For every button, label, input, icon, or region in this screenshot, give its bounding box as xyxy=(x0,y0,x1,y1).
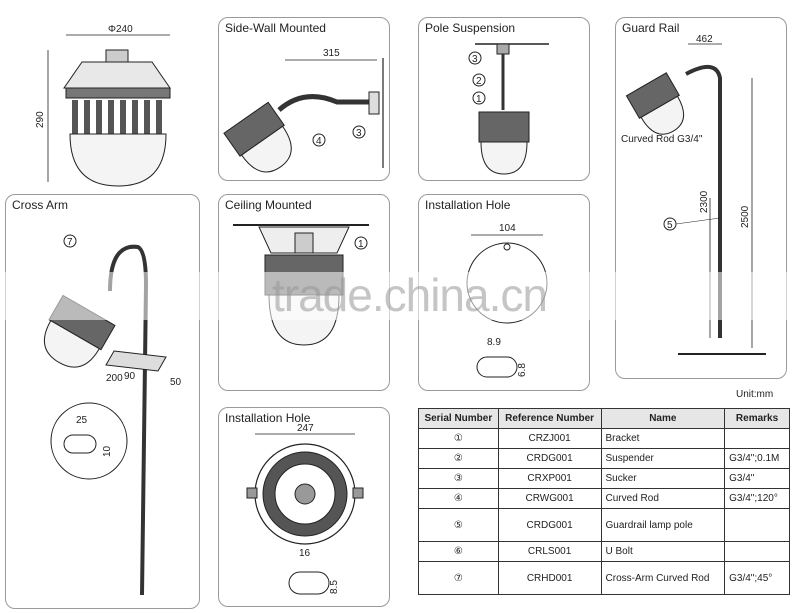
guard-h1-dim: 2300 xyxy=(699,190,710,213)
main-width-dim: Φ240 xyxy=(108,24,133,35)
col-ref-header: Reference Number xyxy=(498,409,601,429)
serial-cell: ⑦ xyxy=(419,562,499,595)
serial-cell: ① xyxy=(419,429,499,449)
guard-rail-drawing xyxy=(616,18,786,378)
name-cell: Sucker xyxy=(601,469,725,489)
side-wall-title: Side-Wall Mounted xyxy=(225,21,326,35)
side-len-dim: 315 xyxy=(323,48,340,59)
svg-text:3: 3 xyxy=(472,54,478,65)
col-name-header: Name xyxy=(601,409,725,429)
watermark-text: trade.china.cn xyxy=(272,269,547,321)
svg-text:5: 5 xyxy=(667,220,673,231)
name-cell: Curved Rod xyxy=(601,489,725,509)
cross-arm-drawing xyxy=(6,195,199,608)
curved-rod-label: Curved Rod G3/4" xyxy=(621,134,703,145)
side-wall-drawing xyxy=(219,18,389,180)
slot-w-dim: 8.9 xyxy=(487,337,501,348)
big-slot-h-dim: 8.5 xyxy=(329,580,340,594)
main-height-dim: 290 xyxy=(35,111,46,128)
cross-slot-h-dim: 10 xyxy=(102,445,113,457)
ref-cell: CRHD001 xyxy=(498,562,601,595)
ref-cell: CRDG001 xyxy=(498,449,601,469)
serial-cell: ⑥ xyxy=(419,542,499,562)
serial-cell: ③ xyxy=(419,469,499,489)
install-hole-bottom-title: Installation Hole xyxy=(225,411,311,425)
install-hole-bottom-panel xyxy=(218,407,390,607)
serial-cell: ⑤ xyxy=(419,509,499,542)
guard-rail-panel xyxy=(615,17,787,379)
serial-cell: ② xyxy=(419,449,499,469)
cross-arm-title: Cross Arm xyxy=(12,198,69,212)
table-row xyxy=(419,469,790,489)
hole-w-dim: 104 xyxy=(499,223,516,234)
cross-a-dim: 90 xyxy=(124,371,136,382)
table-row xyxy=(419,509,790,542)
svg-text:1: 1 xyxy=(358,239,364,250)
cross-slot-w-dim: 25 xyxy=(76,415,88,426)
serial-cell: ④ xyxy=(419,489,499,509)
guard-h2-dim: 2500 xyxy=(740,205,751,228)
ceiling-title: Ceiling Mounted xyxy=(225,198,312,212)
col-serial-header: Serial Number xyxy=(419,409,499,429)
install-hole-top-title: Installation Hole xyxy=(425,198,511,212)
cross-b-dim: 200 xyxy=(106,373,123,384)
table-row xyxy=(419,562,790,595)
remarks-cell: G3/4";120° xyxy=(725,489,790,509)
cross-arm-panel xyxy=(5,194,200,609)
remarks-cell xyxy=(725,429,790,449)
svg-text:7: 7 xyxy=(67,237,73,248)
ref-cell: CRZJ001 xyxy=(498,429,601,449)
pole-title: Pole Suspension xyxy=(425,21,516,35)
remarks-cell xyxy=(725,542,790,562)
name-cell: U Bolt xyxy=(601,542,725,562)
svg-text:1: 1 xyxy=(476,94,482,105)
svg-text:4: 4 xyxy=(316,136,322,147)
name-cell: Bracket xyxy=(601,429,725,449)
install-hole-bottom-drawing xyxy=(219,408,389,606)
remarks-cell: G3/4";0.1M xyxy=(725,449,790,469)
unit-label: Unit:mm xyxy=(736,389,774,400)
parts-table xyxy=(418,408,790,595)
svg-text:2: 2 xyxy=(476,76,482,87)
col-remarks-header: Remarks xyxy=(725,409,790,429)
side-wall-panel xyxy=(218,17,390,181)
slot-h-dim: 6.8 xyxy=(517,363,528,377)
table-row xyxy=(419,429,790,449)
svg-text:3: 3 xyxy=(356,128,362,139)
ref-cell: CRLS001 xyxy=(498,542,601,562)
remarks-cell: G3/4";45° xyxy=(725,562,790,595)
big-slot-w-dim: 16 xyxy=(299,548,311,559)
guard-w-dim: 462 xyxy=(696,34,713,45)
guard-rail-title: Guard Rail xyxy=(622,21,680,35)
ref-cell: CRXP001 xyxy=(498,469,601,489)
name-cell: Cross-Arm Curved Rod xyxy=(601,562,725,595)
table-row xyxy=(419,489,790,509)
ref-cell: CRWG001 xyxy=(498,489,601,509)
table-row xyxy=(419,542,790,562)
cross-c-dim: 50 xyxy=(170,377,182,388)
remarks-cell: G3/4" xyxy=(725,469,790,489)
table-header-row xyxy=(419,409,790,429)
name-cell: Guardrail lamp pole xyxy=(601,509,725,542)
name-cell: Suspender xyxy=(601,449,725,469)
table-row xyxy=(419,449,790,469)
pole-panel xyxy=(418,17,590,181)
pole-drawing xyxy=(419,18,589,180)
ref-cell: CRDG001 xyxy=(498,509,601,542)
main-lamp-drawing xyxy=(0,0,200,195)
remarks-cell xyxy=(725,509,790,542)
big-hole-w-dim: 247 xyxy=(297,423,314,434)
